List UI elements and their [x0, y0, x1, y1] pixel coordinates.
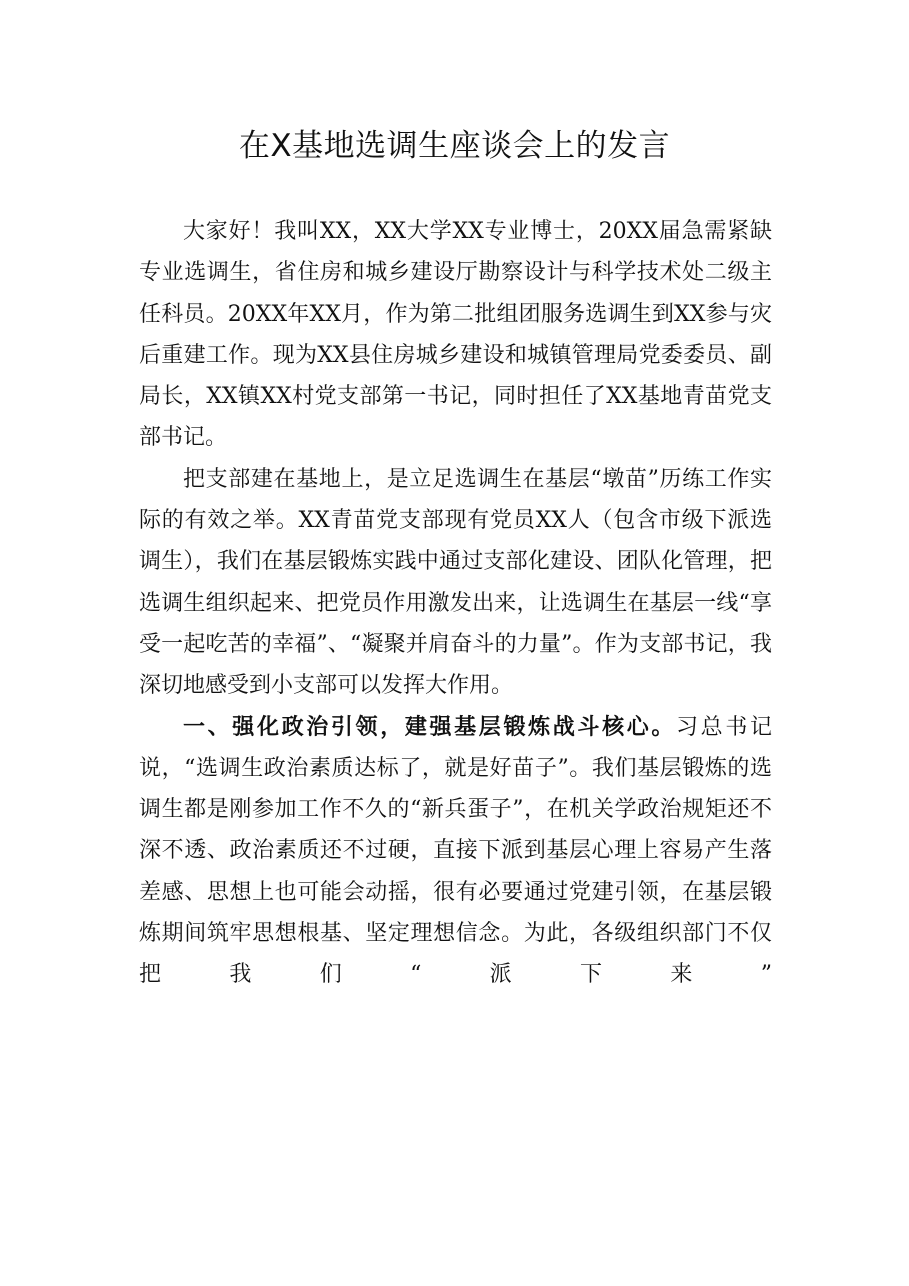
paragraph-introduction: 大家好！我叫XX，XX大学XX专业博士，20XX届急需紧缺专业选调生，省住房和城乡建设厅勘察设计与科学技术处二级主任科员。20XX年XX月，作为第二批组团服务选调生到XX参与灾后重建工作。现为XX县住房城乡建设和城镇管理局党委委员、副局长，XX镇XX村党支部第一书记，同时担任了XX基地青苗党支部书记。 [139, 219, 772, 451]
document-body [139, 211, 772, 996]
document-title: 在X基地选调生座谈会上的发言 [238, 128, 671, 164]
section-1-paragraph [139, 707, 772, 996]
paragraph-branch-overview: 把支部建在基地上，是立足选调生在基层“墩苗”历练工作实际的有效之举。XX青苗党支部现有党员XX人（包含市级下派选调生），我们在基层锻炼实践中通过支部化建设、团队化管理，把选调生组织起来、把党员作用激发出来，让选调生在基层一线“享受一起吃苦的幸福”、“凝聚并肩奋斗的力量”。作为支部书记，我深切地感受到小支部可以发挥大作用。 [139, 466, 772, 699]
section-1-heading: 一、强化政治引领，建强基层锻炼战斗核心。 [183, 713, 677, 740]
section-1-text: 习总书记说，“选调生政治素质达标了，就是好苗子”。我们基层锻炼的选调生都是刚参加工作不久的“新兵蛋子”，在机关学政治规矩还不深不透、政治素质还不过硬，直接下派到基层心理上容易产生落差感、思想上也可能会动摇，很有必要通过党建引领，在基层锻炼期间筑牢思想根基、坚定理想信念。为此，各级组织部门不仅把我们“派下来” [139, 714, 772, 988]
